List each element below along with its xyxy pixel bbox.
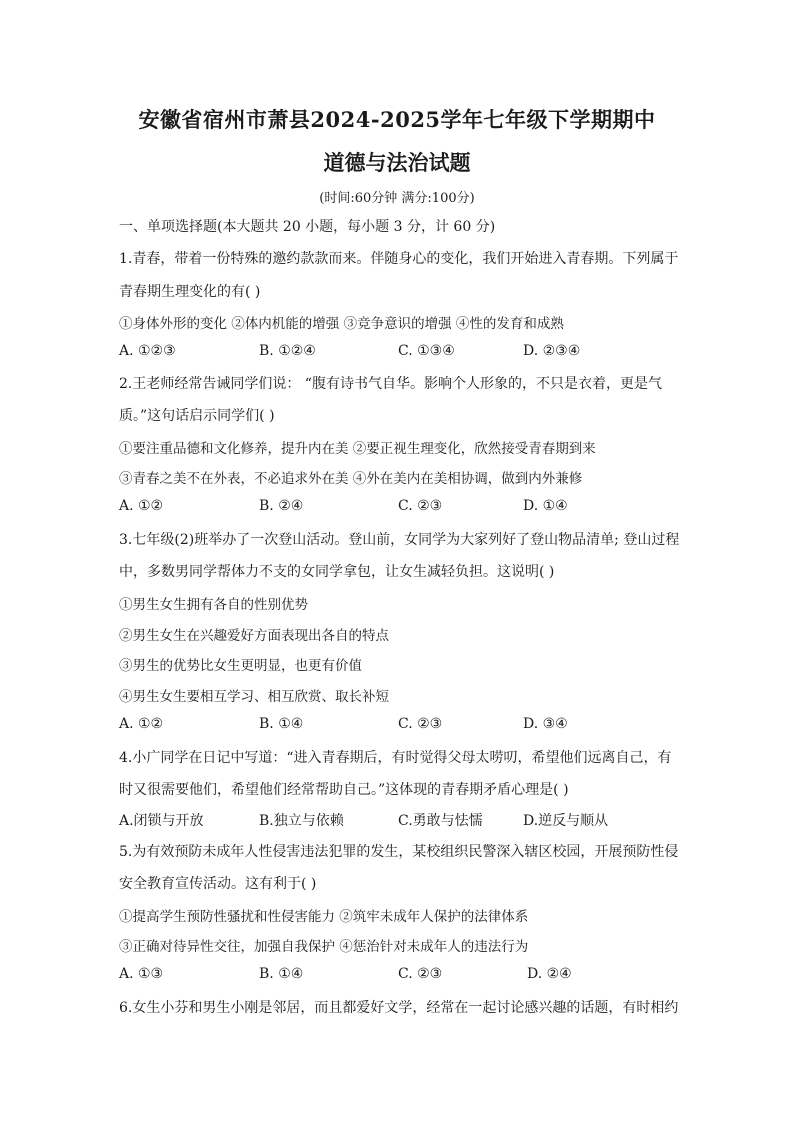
q3-item-4: ④男生女生要相互学习、相互欣赏、取长补短: [119, 689, 389, 705]
q3-option-d[interactable]: D. ③④: [523, 716, 568, 732]
q2-stem-line2: 质。”这句话启示同学们( ): [119, 408, 275, 424]
q1-option-c[interactable]: C. ①③④: [398, 343, 455, 359]
q1-stem-line1: 1.青春，带着一份特殊的邀约款款而来。伴随身心的变化，我们开始进入青春期。下列属于: [119, 251, 679, 267]
q1-option-a[interactable]: A. ①②③: [119, 343, 176, 359]
exam-title: 安徽省宿州市萧县2024-2025学年七年级下学期期中: [138, 107, 656, 132]
q3-stem-line2: 中，多数男同学帮体力不支的女同学拿包，让女生减轻负担。这说明( ): [119, 564, 555, 580]
exam-meta: (时间:60分钟 满分:100分): [319, 191, 475, 206]
q5-stem-line2: 安全教育宣传活动。这有利于( ): [119, 876, 317, 892]
q2-stem-line1: 2.王老师经常告诫同学们说： “腹有诗书气自华。影响个人形象的，不只是衣着，更是气: [119, 376, 662, 392]
q2-items-line2: ③青春之美不在外表，不必追求外在美 ④外在美内在美相协调，做到内外兼修: [119, 471, 583, 487]
q5-options: [119, 966, 679, 986]
q4-stem-line2: 时又很需要他们，希望他们经常帮助自己。”这体现的青春期矛盾心理是( ): [119, 782, 569, 798]
q3-option-c[interactable]: C. ②③: [398, 716, 443, 732]
q5-option-d[interactable]: D. ②④: [527, 966, 572, 982]
q5-option-a[interactable]: A. ①③: [119, 966, 164, 982]
q5-option-b[interactable]: B. ①④: [259, 966, 304, 982]
q4-option-a[interactable]: A.闭锁与开放: [119, 813, 204, 829]
q3-option-b[interactable]: B. ①④: [259, 716, 304, 732]
q5-items-line2: ③正确对待异性交往，加强自我保护 ④惩治针对未成年人的违法行为: [119, 939, 529, 955]
q4-option-d[interactable]: D.逆反与顺从: [523, 813, 609, 829]
exam-subtitle: 道德与法治试题: [323, 150, 471, 175]
q5-stem-line1: 5.为有效预防未成年人性侵害违法犯罪的发生，某校组织民警深入辖区校园，开展预防性侵: [119, 844, 679, 860]
q1-items: ①身体外形的变化 ②体内机能的增强 ③竞争意识的增强 ④性的发育和成熟: [119, 316, 564, 332]
q6-stem-line1: 6.女生小芬和男生小刚是邻居，而且都爱好文学，经常在一起讨论感兴趣的话题，有时相约: [119, 1000, 679, 1016]
q2-items-line1: ①要注重品德和文化修养，提升内在美 ②要正视生理变化，欣然接受青春期到来: [119, 441, 596, 457]
q5-items-line1: ①提高学生预防性骚扰和性侵害能力 ②筑牢未成年人保护的法律体系: [119, 909, 529, 925]
q1-options: [119, 343, 679, 363]
q2-option-a[interactable]: A. ①②: [119, 498, 164, 514]
q2-options: [119, 498, 679, 518]
q4-stem-line1: 4.小广同学在日记中写道：“进入青春期后，有时觉得父母太唠叨，希望他们远离自己，有: [119, 750, 672, 766]
section-heading: 一、单项选择题(本大题共 20 小题，每小题 3 分，计 60 分): [119, 219, 496, 235]
q5-option-c[interactable]: C. ②③: [398, 966, 443, 982]
q4-option-c[interactable]: C.勇敢与怯懦: [398, 813, 483, 829]
q2-option-d[interactable]: D. ①④: [523, 498, 568, 514]
q3-options: [119, 716, 679, 736]
q2-option-c[interactable]: C. ②③: [398, 498, 443, 514]
q4-options: [119, 810, 679, 830]
q3-item-3: ③男生的优势比女生更明显，也更有价值: [119, 658, 362, 674]
q1-stem-line2: 青春期生理变化的有( ): [119, 284, 261, 300]
q1-option-b[interactable]: B. ①②④: [259, 343, 316, 359]
q2-option-b[interactable]: B. ②④: [259, 498, 304, 514]
q3-option-a[interactable]: A. ①②: [119, 716, 164, 732]
q3-stem-line1: 3.七年级(2)班举办了一次登山活动。登山前，女同学为大家列好了登山物品清单; 登山过程: [119, 532, 680, 548]
q3-item-2: ②男生女生在兴趣爱好方面表现出各自的特点: [119, 628, 389, 644]
q3-item-1: ①男生女生拥有各自的性别优势: [119, 597, 308, 613]
q4-option-b[interactable]: B.独立与依赖: [259, 813, 344, 829]
q1-option-d[interactable]: D. ②③④: [523, 343, 581, 359]
